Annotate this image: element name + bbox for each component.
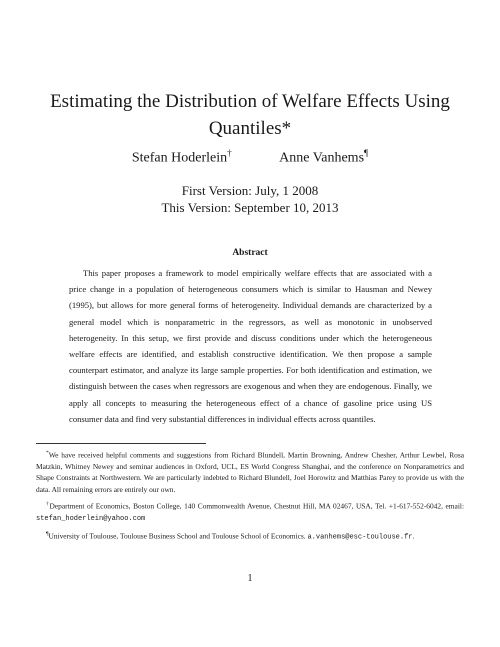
author-list bbox=[0, 148, 500, 167]
title-line-2-text: Quantiles bbox=[208, 118, 282, 139]
author-1 bbox=[132, 148, 232, 167]
abstract-text: This paper proposes a framework to model empirically welfare effects that are associated with a price change in a population of heterogeneous consumers which is similar to Hausman and Newey (1995), but allows for more general forms of heterogeneity. Individual demands are characterized by a general model which is nonparametric in the regressors, as well as monotonic in unobserved heterogeneity. In this setup, we first provide and discuss conditions under which the heterogeneous welfare effects are identified, and establish constructive identification. We then propose a sample counterpart estimator, and analyze its large sample properties. For both identification and estimation, we distinguish between the cases when regressors are exogenous and when they are endogenous. Finally, we apply all concepts to measuring the heterogeneous effect of a chance of gasoline price using US consumer data and find very substantial differences in individual effects across quantiles. bbox=[69, 268, 432, 424]
abstract-heading: Abstract bbox=[232, 248, 268, 258]
footnote-1-text: We have received helpful comments and suggestions from Richard Blundell, Martin Browning, Andrew Chesher, Arthur Lewbel, Rosa Matzkin, Whitney Newey and seminar audiences in Oxford, UCL, ES World Congress Shanghai, and the conference on Nonparametrics and Shape Constraints at Northwestern. We are particularly indebted to Richard Blundell, Joel Horowitz and Matthias Parey to provide us with the data. All remaining errors are entirely our own. bbox=[36, 450, 464, 494]
this-version: This Version: September 10, 2013 bbox=[161, 200, 339, 215]
author-2 bbox=[279, 148, 368, 167]
footnote-3-mark: ¶ bbox=[46, 531, 49, 538]
footnote-3-end: . bbox=[412, 531, 415, 541]
footnote-3 bbox=[36, 529, 464, 544]
author-2-name: Anne Vanhems bbox=[279, 150, 365, 166]
footnote-2-email[interactable]: stefan_hoderlein@yahoo.com bbox=[36, 514, 146, 523]
title-line-2 bbox=[40, 115, 460, 142]
footnote-2 bbox=[36, 499, 464, 525]
author-1-name: Stefan Hoderlein bbox=[131, 150, 228, 166]
footnote-rule bbox=[36, 443, 206, 444]
footnotes bbox=[36, 448, 464, 548]
footnote-1 bbox=[36, 448, 464, 495]
footnote-3-email[interactable]: a.vanhems@esc-toulouse.fr bbox=[307, 533, 413, 542]
footnote-2-text: Department of Economics, Boston College, 140 Commonwealth Avenue, Chestnut Hill, MA 02467, USA, Tel. +1-617-552-6042, email: bbox=[49, 501, 464, 511]
page-number: 1 bbox=[247, 573, 253, 584]
footnote-3-text: University of Toulouse, Toulouse Business School and Toulouse School of Economics. bbox=[48, 531, 306, 541]
title-line-1: Estimating the Distribution of Welfare Effects Using bbox=[50, 91, 450, 112]
author-2-mark: ¶ bbox=[364, 148, 369, 158]
footnote-1-mark: * bbox=[46, 450, 49, 456]
first-version: First Version: July, 1 2008 bbox=[181, 183, 319, 198]
author-1-mark: † bbox=[227, 148, 232, 158]
version-info bbox=[0, 182, 500, 216]
footnote-2-mark: † bbox=[46, 501, 50, 508]
title-footnote-mark: * bbox=[281, 118, 292, 139]
